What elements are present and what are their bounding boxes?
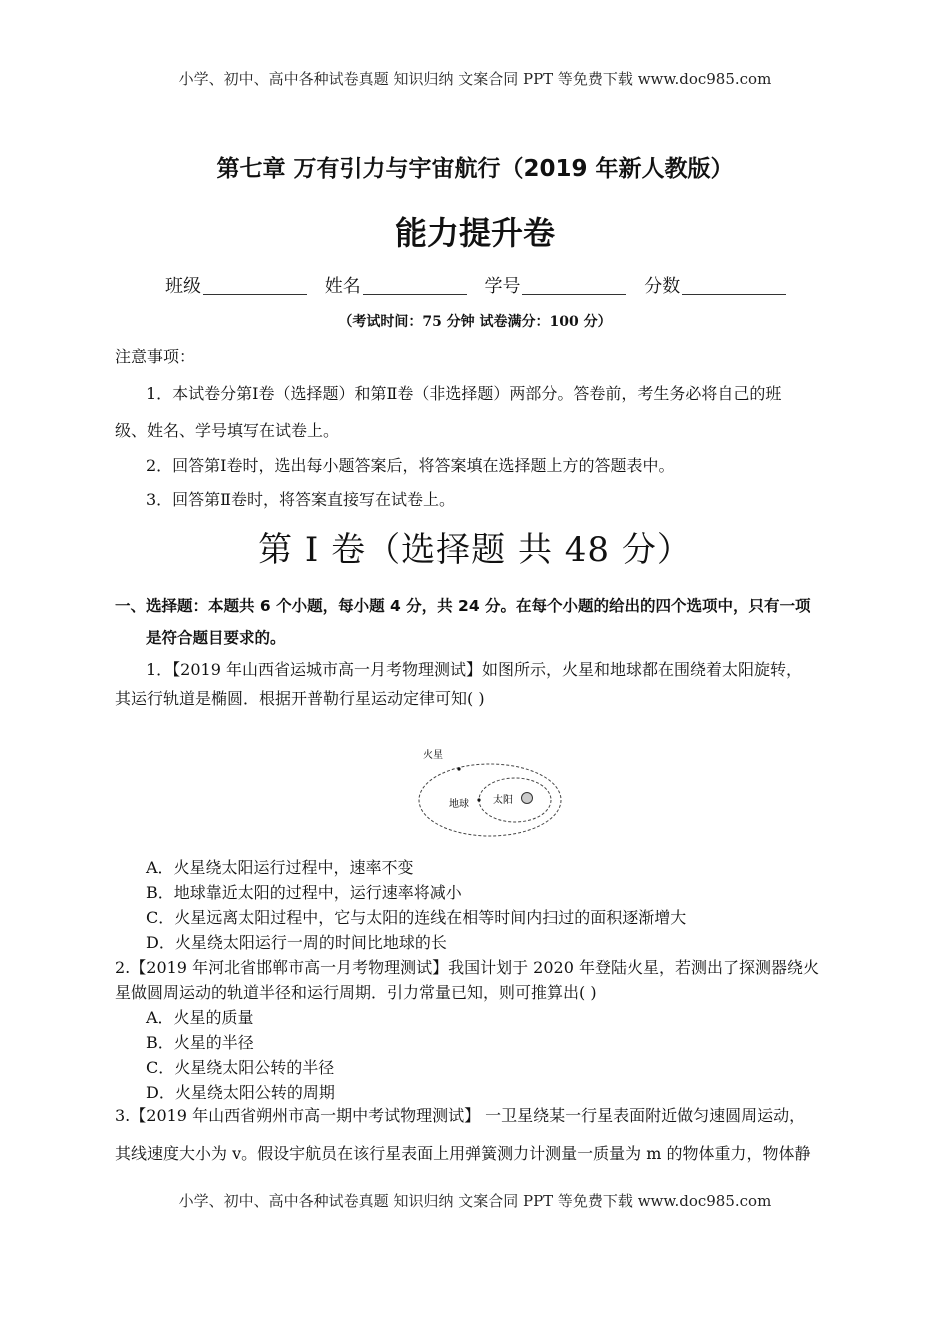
note-item-1-cont: 级、姓名、学号填写在试卷上。 <box>115 421 340 440</box>
q2-stem-cont: 星做圆周运动的轨道半径和运行周期．引力常量已知，则可推算出( ) <box>115 983 597 1002</box>
mars-label: 火星 <box>423 750 443 761</box>
q2-stem: 2.【2019 年河北省邯郸市高一月考物理测试】我国计划于 2020 年登陆火星，若测出了探测器绕火 <box>115 958 819 977</box>
mars-orbit <box>419 764 561 836</box>
earth-dot <box>477 798 480 801</box>
q3-stem: 3.【2019 年山西省朔州市高一期中考试物理测试】 一卫星绕某一行星表面附近做匀速圆周运动， <box>115 1106 806 1125</box>
q1-stem-cont: 其运行轨道是椭圆．根据开普勒行星运动定律可知( ) <box>115 689 485 708</box>
q2-option-b: B．火星的半径 <box>146 1033 254 1052</box>
id-label: 学号 <box>484 276 521 297</box>
q1-option-a: A．火星绕太阳运行过程中，速率不变 <box>146 858 414 877</box>
student-info-fields <box>165 272 798 298</box>
class-blank[interactable] <box>203 276 307 295</box>
q2-option-a: A．火星的质量 <box>146 1008 254 1027</box>
q1-stem: 1．【2019 年山西省运城市高一月考物理测试】如图所示，火星和地球都在围绕着太阳旋转， <box>146 660 802 679</box>
note-item-3: 3．回答第Ⅱ卷时，将答案直接写在试卷上。 <box>146 490 456 509</box>
score-label: 分数 <box>644 276 681 297</box>
earth-orbit <box>479 778 551 822</box>
orbit-diagram <box>415 742 565 838</box>
q2-option-c: C．火星绕太阳公转的半径 <box>146 1058 335 1077</box>
notes-heading: 注意事项： <box>115 347 196 366</box>
sun-label: 太阳 <box>493 795 513 806</box>
note-item-1: 1．本试卷分第Ⅰ卷（选择题）和第Ⅱ卷（非选择题）两部分。答卷前，考生务必将自己的班 <box>146 384 782 403</box>
name-blank[interactable] <box>363 276 467 295</box>
page-header: 小学、初中、高中各种试卷真题 知识归纳 文案合同 PPT 等免费下载 www.doc985.com <box>178 70 772 88</box>
q2-option-d: D．火星绕太阳公转的周期 <box>146 1083 335 1102</box>
note-item-2: 2．回答第Ⅰ卷时，选出每小题答案后，将答案填在选择题上方的答题表中。 <box>146 456 675 475</box>
score-blank[interactable] <box>682 276 786 295</box>
id-blank[interactable] <box>522 276 626 295</box>
sun-icon <box>522 793 533 804</box>
earth-label: 地球 <box>449 799 469 810</box>
part-heading-cont: 是符合题目要求的。 <box>146 629 286 647</box>
name-label: 姓名 <box>324 276 361 297</box>
q1-option-c: C．火星远离太阳过程中，它与太阳的连线在相等时间内扫过的面积逐渐增大 <box>146 908 687 927</box>
exam-info: （考试时间：75 分钟 试卷满分：100 分） <box>338 314 612 330</box>
page-footer: 小学、初中、高中各种试卷真题 知识归纳 文案合同 PPT 等免费下载 www.doc985.com <box>178 1192 772 1210</box>
class-label: 班级 <box>165 276 201 297</box>
document-subtitle: 能力提升卷 <box>394 214 555 252</box>
q3-stem-cont: 其线速度大小为 v。假设宇航员在该行星表面上用弹簧测力计测量一质量为 m 的物体重力，物体静 <box>115 1144 811 1163</box>
part-heading: 一、选择题：本题共 6 个小题，每小题 4 分，共 24 分。在每个小题的给出的四个选项中，只有一项 <box>115 597 811 615</box>
mars-dot <box>457 767 460 770</box>
q1-option-d: D．火星绕太阳运行一周的时间比地球的长 <box>146 933 447 952</box>
document-title: 第七章 万有引力与宇宙航行（2019 年新人教版） <box>216 156 734 182</box>
q1-option-b: B．地球靠近太阳的过程中，运行速率将减小 <box>146 883 462 902</box>
section-title: 第 I 卷（选择题 共 48 分） <box>258 530 692 570</box>
